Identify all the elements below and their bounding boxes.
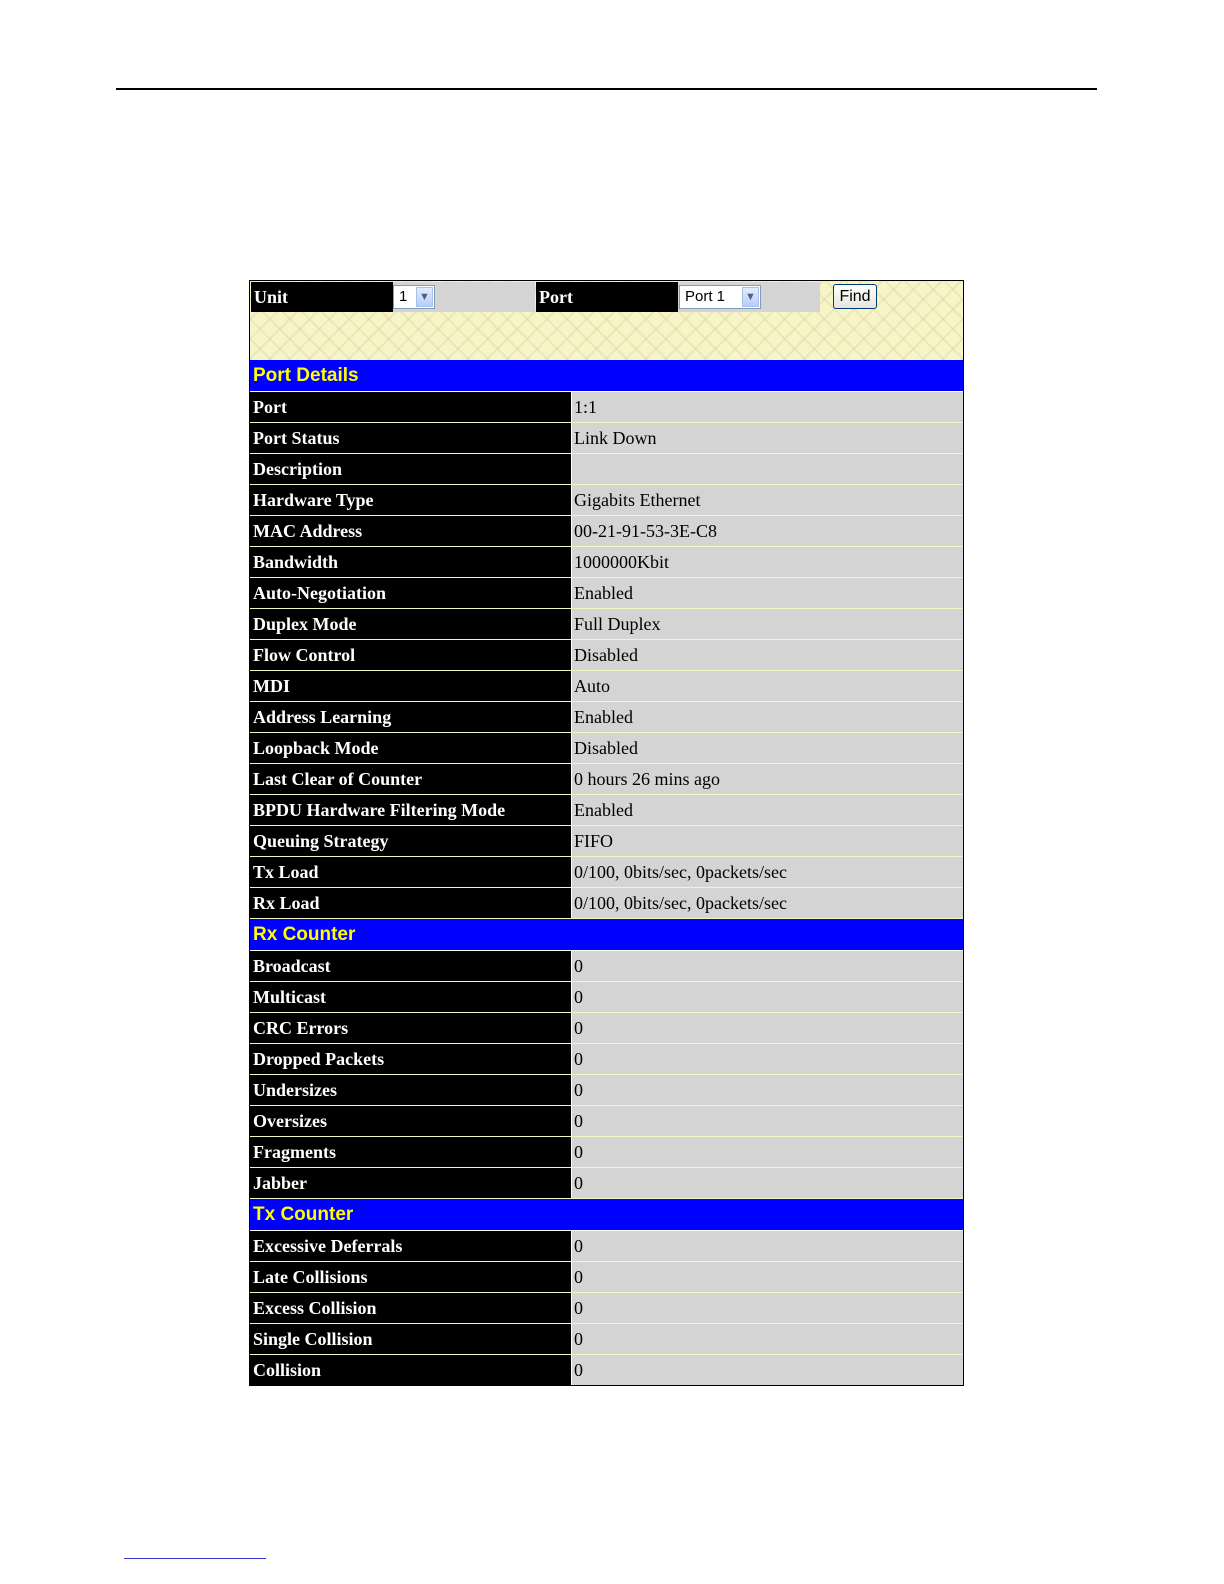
port-selector-toolbar (250, 281, 963, 360)
row-value: 0 (572, 1262, 963, 1292)
unit-select[interactable] (393, 285, 435, 309)
row-label: Bandwidth (250, 547, 571, 577)
row-label: Queuing Strategy (250, 826, 571, 856)
table-row (250, 764, 963, 795)
row-value: 0 (572, 1106, 963, 1136)
row-value: Gigabits Ethernet (572, 485, 963, 515)
find-button[interactable]: Find (833, 284, 877, 309)
row-label: Rx Load (250, 888, 571, 918)
table-row (250, 1324, 963, 1355)
row-value: Disabled (572, 640, 963, 670)
row-value: 00-21-91-53-3E-C8 (572, 516, 963, 546)
table-row (250, 640, 963, 671)
row-label: Address Learning (250, 702, 571, 732)
row-value: 0/100, 0bits/sec, 0packets/sec (572, 888, 963, 918)
row-label: Description (250, 454, 571, 484)
table-row (250, 733, 963, 764)
row-value: 0 (572, 951, 963, 981)
row-label: Multicast (250, 982, 571, 1012)
row-value: 0 (572, 1013, 963, 1043)
section-header-port-details: Port Details (250, 360, 963, 392)
page-header-rule (116, 88, 1097, 90)
table-row (250, 671, 963, 702)
table-row (250, 392, 963, 423)
row-label: Excess Collision (250, 1293, 571, 1323)
row-value: 0 (572, 1324, 963, 1354)
row-label: MDI (250, 671, 571, 701)
table-row (250, 857, 963, 888)
table-row (250, 1168, 963, 1199)
row-value: 0/100, 0bits/sec, 0packets/sec (572, 857, 963, 887)
table-row (250, 547, 963, 578)
chevron-down-icon[interactable]: ▼ (742, 287, 759, 307)
table-row (250, 1231, 963, 1262)
row-label: Hardware Type (250, 485, 571, 515)
unit-label: Unit (251, 282, 393, 312)
row-label: Flow Control (250, 640, 571, 670)
footer-link-rule (124, 1558, 266, 1559)
row-label: Single Collision (250, 1324, 571, 1354)
table-row (250, 454, 963, 485)
table-row (250, 795, 963, 826)
chevron-down-icon[interactable]: ▼ (416, 287, 433, 307)
row-value: 0 (572, 1168, 963, 1198)
row-value: Enabled (572, 702, 963, 732)
row-value: Disabled (572, 733, 963, 763)
row-label: Last Clear of Counter (250, 764, 571, 794)
row-label: BPDU Hardware Filtering Mode (250, 795, 571, 825)
table-row (250, 516, 963, 547)
row-value: 1000000Kbit (572, 547, 963, 577)
port-cell (678, 282, 820, 312)
table-row (250, 1293, 963, 1324)
row-value (572, 454, 963, 484)
row-label: Fragments (250, 1137, 571, 1167)
row-value: 0 (572, 982, 963, 1012)
table-row (250, 1106, 963, 1137)
table-row (250, 1355, 963, 1385)
table-row (250, 1137, 963, 1168)
row-label: Undersizes (250, 1075, 571, 1105)
row-value: 0 (572, 1293, 963, 1323)
table-row (250, 1075, 963, 1106)
table-row (250, 826, 963, 857)
row-label: Duplex Mode (250, 609, 571, 639)
table-row (250, 1262, 963, 1293)
table-row (250, 1013, 963, 1044)
row-value: 1:1 (572, 392, 963, 422)
row-label: Oversizes (250, 1106, 571, 1136)
table-row (250, 982, 963, 1013)
table-row (250, 951, 963, 982)
row-value: Enabled (572, 578, 963, 608)
row-label: Port (250, 392, 571, 422)
row-value: Full Duplex (572, 609, 963, 639)
row-value: 0 hours 26 mins ago (572, 764, 963, 794)
row-label: Dropped Packets (250, 1044, 571, 1074)
row-value: 0 (572, 1231, 963, 1261)
port-details-panel (249, 280, 964, 1386)
unit-cell (393, 282, 535, 312)
table-row (250, 578, 963, 609)
table-row (250, 485, 963, 516)
row-label: Jabber (250, 1168, 571, 1198)
row-label: CRC Errors (250, 1013, 571, 1043)
row-value: Enabled (572, 795, 963, 825)
port-label: Port (536, 282, 678, 312)
port-select-value: Port 1 (685, 288, 726, 305)
row-label: Broadcast (250, 951, 571, 981)
table-row (250, 423, 963, 454)
table-row (250, 702, 963, 733)
table-row (250, 609, 963, 640)
row-label: Port Status (250, 423, 571, 453)
row-value: Link Down (572, 423, 963, 453)
row-value: 0 (572, 1044, 963, 1074)
row-label: MAC Address (250, 516, 571, 546)
row-value: Auto (572, 671, 963, 701)
row-value: 0 (572, 1075, 963, 1105)
row-value: 0 (572, 1355, 963, 1385)
row-label: Tx Load (250, 857, 571, 887)
section-header-tx-counter: Tx Counter (250, 1199, 963, 1231)
unit-select-value: 1 (399, 288, 408, 305)
row-label: Loopback Mode (250, 733, 571, 763)
port-select[interactable] (679, 285, 761, 309)
row-label: Collision (250, 1355, 571, 1385)
table-row (250, 888, 963, 919)
port-info-sections (250, 360, 963, 1385)
row-label: Excessive Deferrals (250, 1231, 571, 1261)
row-value: 0 (572, 1137, 963, 1167)
row-label: Late Collisions (250, 1262, 571, 1292)
row-value: FIFO (572, 826, 963, 856)
table-row (250, 1044, 963, 1075)
section-header-rx-counter: Rx Counter (250, 919, 963, 951)
row-label: Auto-Negotiation (250, 578, 571, 608)
